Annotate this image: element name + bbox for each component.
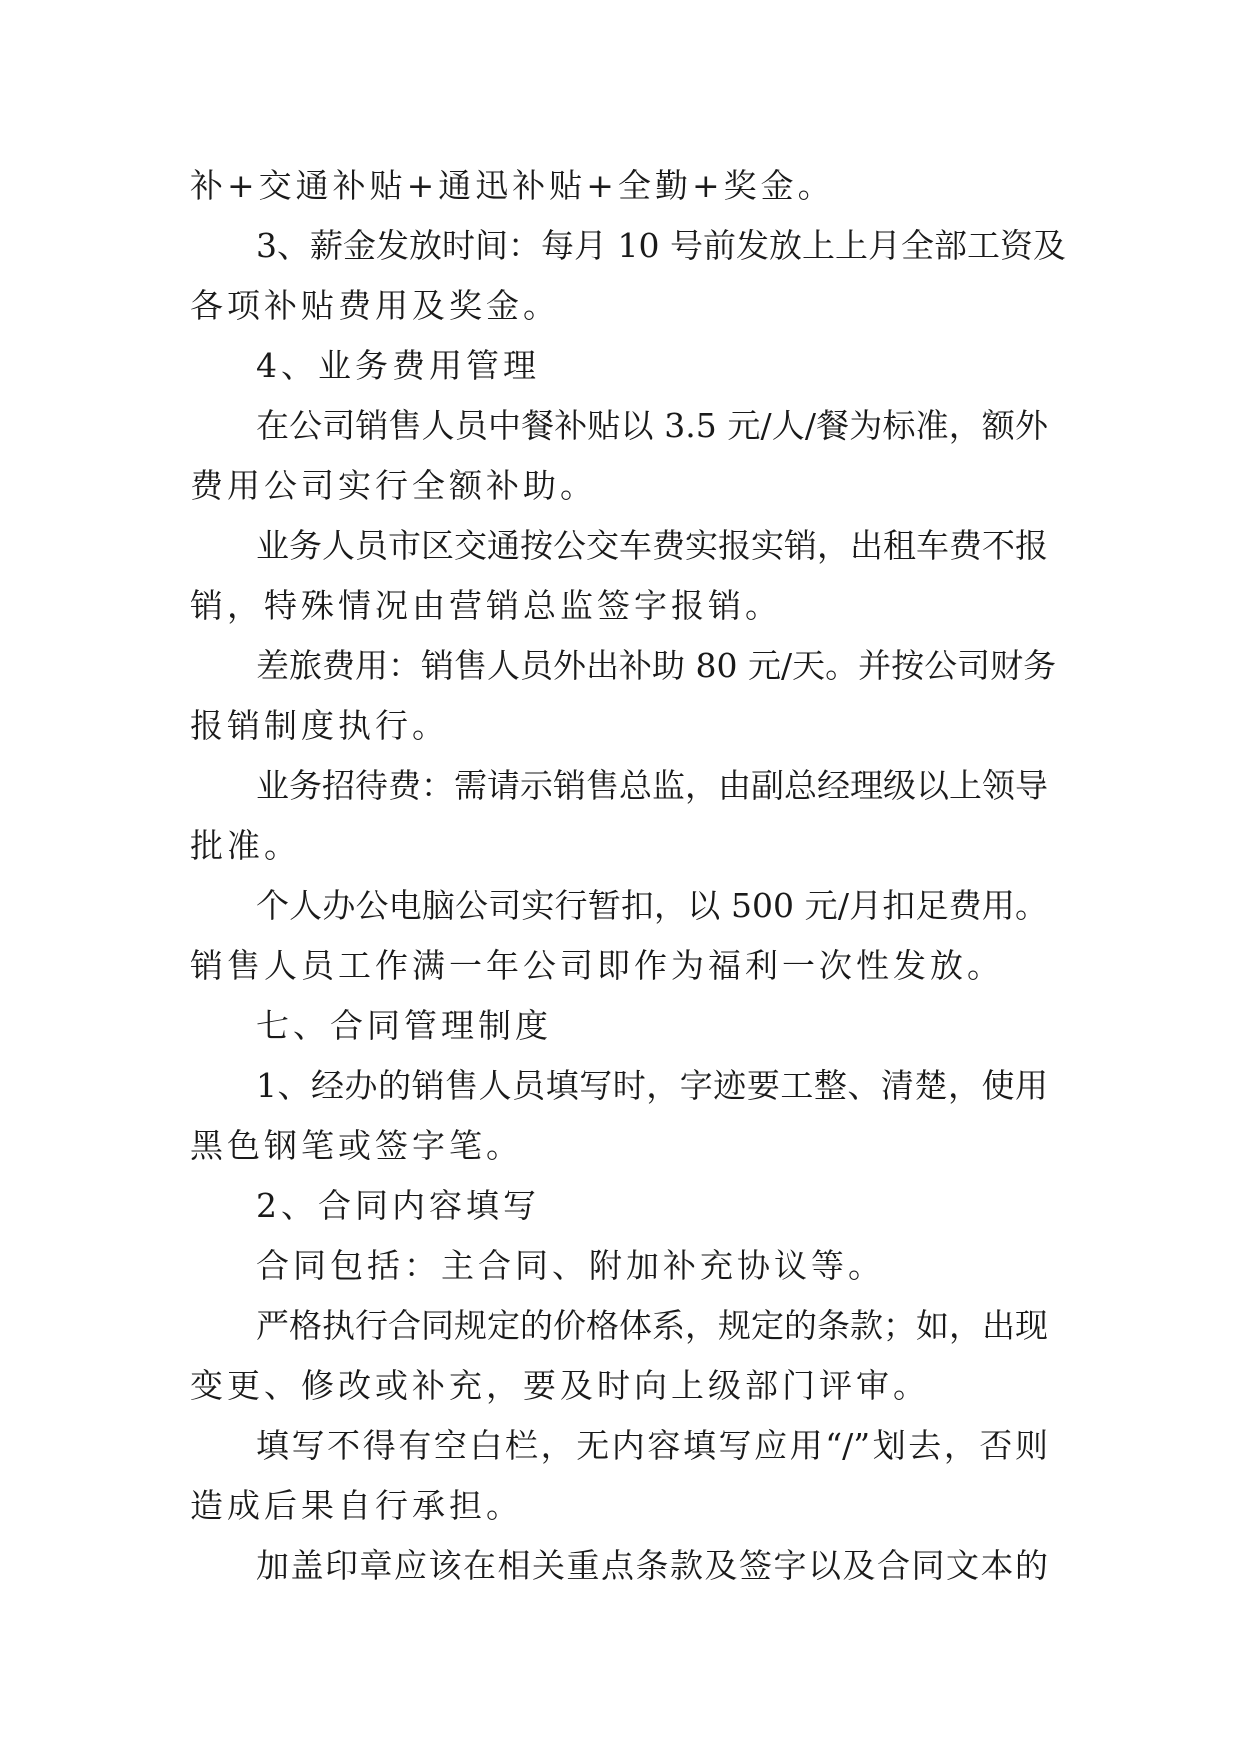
text-line: 1、经办的销售人员填写时，字迹要工整、清楚，使用 xyxy=(256,1066,1048,1105)
text-line: 业务招待费：需请示销售总监，由副总经理级以上领导 xyxy=(256,766,1048,805)
text-line: 销售人员工作满一年公司即作为福利一次性发放。 xyxy=(190,946,1004,985)
text-line: 加盖印章应该在相关重点条款及签字以及合同文本的 xyxy=(256,1546,1048,1585)
text-line: 报销制度执行。 xyxy=(190,706,449,745)
text-line: 补+交通补贴+通迅补贴+全勤+奖金。 xyxy=(190,166,835,205)
text-line: 个人办公电脑公司实行暂扣，以 500 元/月扣足费用。 xyxy=(256,886,1048,925)
text-line: 合同包括：主合同、附加补充协议等。 xyxy=(256,1246,885,1285)
text-line: 3、薪金发放时间：每月 10 号前发放上上月全部工资及 xyxy=(256,226,1066,265)
text-line: 差旅费用：销售人员外出补助 80 元/天。并按公司财务 xyxy=(256,646,1057,685)
text-line: 黑色钢笔或签字笔。 xyxy=(190,1126,523,1165)
section-heading: 2、合同内容填写 xyxy=(256,1186,540,1225)
text-line: 填写不得有空白栏，无内容填写应用“/”划去，否则 xyxy=(256,1426,1048,1465)
text-line: 在公司销售人员中餐补贴以 3.5 元/人/餐为标准，额外 xyxy=(256,406,1048,445)
section-heading: 七、合同管理制度 xyxy=(256,1006,552,1045)
text-line: 变更、修改或补充，要及时向上级部门评审。 xyxy=(190,1366,930,1405)
text-line: 批准。 xyxy=(190,826,301,865)
text-line: 费用公司实行全额补助。 xyxy=(190,466,597,505)
text-line: 销，特殊情况由营销总监签字报销。 xyxy=(190,586,782,625)
text-line: 业务人员市区交通按公交车费实报实销，出租车费不报 xyxy=(256,526,1048,565)
section-heading: 4、业务费用管理 xyxy=(256,346,540,385)
text-line: 严格执行合同规定的价格体系，规定的条款；如，出现 xyxy=(256,1306,1048,1345)
text-line: 各项补贴费用及奖金。 xyxy=(190,286,560,325)
text-line: 造成后果自行承担。 xyxy=(190,1486,523,1525)
